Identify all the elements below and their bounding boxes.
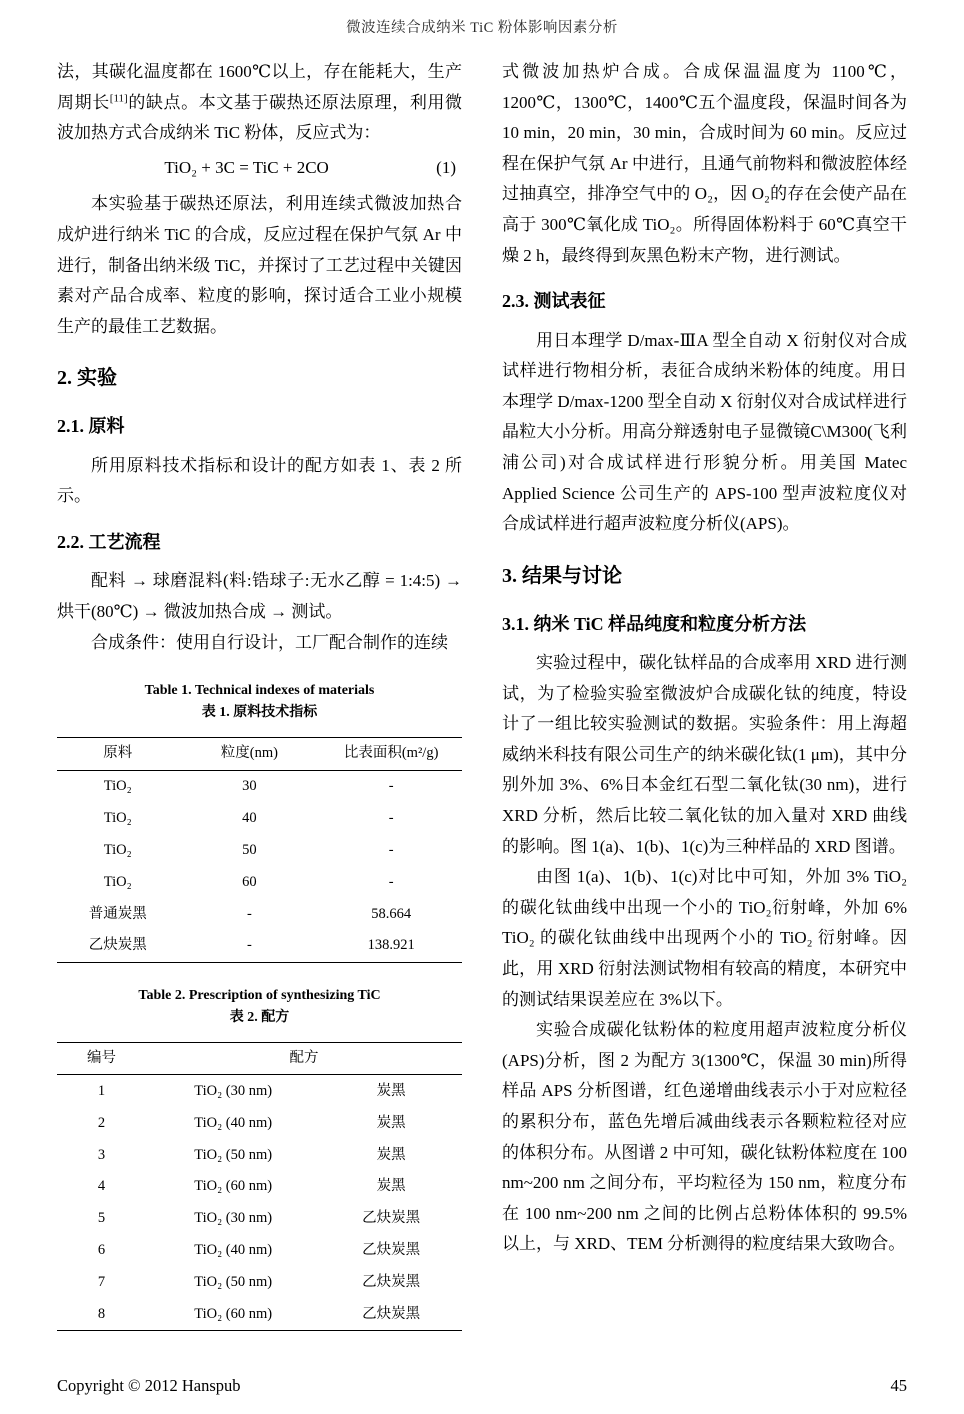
table-row xyxy=(57,1139,462,1171)
paragraph: 合成条件：使用自行设计，工厂配合制作的连续 xyxy=(91,632,448,652)
section-heading-3: 3. 结果与讨论 xyxy=(502,564,622,587)
table-cell: TiO₂ (30 nm) xyxy=(194,1082,273,1099)
table-header-cell: 编号 xyxy=(57,1042,146,1075)
table-cell: 炭黑 xyxy=(376,1082,406,1099)
table-cell: 5 xyxy=(97,1210,106,1227)
table-cell: - xyxy=(388,810,394,827)
table-row xyxy=(57,803,462,835)
table-cell: 炭黑 xyxy=(376,1146,406,1163)
two-column-body xyxy=(57,57,907,1337)
table-header-row xyxy=(57,1042,462,1075)
table-cell: 30 xyxy=(242,778,257,795)
table-header-cell: 配方 xyxy=(146,1042,462,1075)
table-cell: - xyxy=(388,841,394,858)
left-column xyxy=(57,57,462,1337)
process-flow-paragraph: 配料 → 球磨混料(料:锆球子:无水乙醇 = 1:4:5) → 烘干(80℃) → 微波加热合成 → 测试。 xyxy=(57,571,462,621)
table-cell: 8 xyxy=(97,1305,106,1322)
table-cell: 炭黑 xyxy=(376,1114,406,1131)
running-head: 微波连续合成纳米 TiC 粉体影响因素分析 xyxy=(346,20,618,36)
table-cell: - xyxy=(246,937,252,954)
table-row xyxy=(57,1075,462,1107)
table-row xyxy=(57,1171,462,1203)
equation-number: (1) xyxy=(436,157,456,177)
paragraph-continuation xyxy=(57,57,462,149)
page-number: 45 xyxy=(890,1376,907,1395)
table-cell: 60 xyxy=(242,873,257,890)
table-cell: 58.664 xyxy=(371,905,412,922)
table-cell: 乙炔炭黑 xyxy=(362,1305,421,1322)
table-header-cell: 比表面积(m²/g) xyxy=(320,737,462,770)
paragraph: 由图 1(a)、1(b)、1(c)对比中可知，外加 3% TiO₂的碳化钛曲线中出现一个小的 TiO₂衍射峰，外加 6% TiO₂ 的碳化钛曲线中出现两个小的 TiO₂ 衍射峰。因此，用 XRD 衍射法测试物相有较高的精度，本研究中的测试结果误差应在 3%以下。 xyxy=(502,867,907,1009)
table-cell: TiO₂ (50 nm) xyxy=(194,1273,273,1290)
subsection-heading-2-1: 2.1. 原料 xyxy=(57,416,125,437)
paragraph-text: 的缺点。本文基于碳热还原法原理，利用微波加热方式合成纳米 TiC 粉体，反应式为： xyxy=(57,92,463,143)
table-cell: TiO₂ (60 nm) xyxy=(194,1305,273,1322)
table-cell: TiO₂ xyxy=(103,841,132,858)
table-row xyxy=(57,1235,462,1267)
right-column xyxy=(502,57,907,1337)
table-cell: TiO₂ xyxy=(103,810,132,827)
table-cell: TiO₂ xyxy=(103,778,132,795)
table-row xyxy=(57,866,462,898)
table-cell: 138.921 xyxy=(367,937,415,954)
table-header-cell: 原料 xyxy=(57,737,179,770)
table2-caption xyxy=(57,985,462,1030)
subsection-heading-2-2: 2.2. 工艺流程 xyxy=(57,531,161,552)
table-cell: 4 xyxy=(97,1178,106,1195)
table-header-row xyxy=(57,737,462,770)
citation-ref: [11] xyxy=(109,91,128,104)
copyright-text: Copyright © 2012 Hanspub xyxy=(57,1376,241,1395)
section-heading-2: 2. 实验 xyxy=(57,367,117,390)
table-row xyxy=(57,1107,462,1139)
table-cell: TiO₂ (50 nm) xyxy=(194,1146,273,1163)
table2-caption-en: Table 2. Prescription of synthesizing TiC xyxy=(138,987,381,1003)
table-cell: 50 xyxy=(242,841,257,858)
table-row xyxy=(57,770,462,802)
table-cell: - xyxy=(246,905,252,922)
table-cell: TiO₂ (30 nm) xyxy=(194,1210,273,1227)
paragraph: 本实验基于碳热还原法，利用连续式微波加热合成炉进行纳米 TiC 的合成，反应过程在保护气氛 Ar 中进行，制备出纳米级 TiC，并探讨了工艺过程中关键因素对产品合成率、粒度的影响，探讨适合工业小规模生产的最佳工艺数据。 xyxy=(57,194,462,336)
table2-caption-zh: 表 2. 配方 xyxy=(229,1010,290,1026)
table-row xyxy=(57,1203,462,1235)
table-row xyxy=(57,930,462,962)
table-row xyxy=(57,898,462,930)
paragraph: 所用原料技术指标和设计的配方如表 1、表 2 所示。 xyxy=(57,455,462,506)
paragraph-continuation: 式微波加热炉合成。合成保温温度为 1100℃，1200℃，1300℃，1400℃五个温度段，保温时间各为 10 min，20 min，30 min，合成时间为 60 min。反应过程在保护气氛 Ar 中进行，且通气前物料和微波腔体经过抽真空，排净空气中的 O₂，因 O₂的存在会使产品在高于 300℃氧化成 TiO₂。所得固体粉料于 60℃真空干燥 2 h，最终得到灰黑色粉末产物，进行测试。 xyxy=(502,62,907,265)
paragraph: 用日本理学 D/max-ⅢA 型全自动 X 衍射仪对合成试样进行物相分析，表征合成纳米粉体的纯度。用日本理学 D/max-1200 型全自动 X 衍射仪对合成试样进行晶粒大小分析。用高分辩透射电子显微镜C\M300(飞利浦公司)对合成试样进行形貌分析。用美国 Matec Applied Science 公司生产的 APS-100 型声波粒度仪对合成试样进行超声波粒度分析仪(APS)。 xyxy=(502,330,907,534)
table-cell: 7 xyxy=(97,1273,106,1290)
table-cell: 1 xyxy=(97,1082,106,1099)
equation-1 xyxy=(57,153,462,184)
table-cell: 乙炔炭黑 xyxy=(362,1242,421,1259)
table-cell: 6 xyxy=(97,1242,106,1259)
table-cell: 乙炔炭黑 xyxy=(362,1273,421,1290)
table-cell: TiO₂ (40 nm) xyxy=(194,1114,273,1131)
table-2-prescription xyxy=(57,1042,462,1332)
page-footer xyxy=(57,1376,907,1396)
table-cell: TiO₂ xyxy=(103,873,132,890)
table1-caption-zh: 表 1. 原料技术指标 xyxy=(201,705,318,721)
table1-caption xyxy=(57,680,462,725)
table-cell: TiO₂ (60 nm) xyxy=(194,1178,273,1195)
table-row xyxy=(57,834,462,866)
table-cell: 2 xyxy=(97,1114,106,1131)
table1-caption-en: Table 1. Technical indexes of materials xyxy=(144,683,375,699)
table-cell: 普通炭黑 xyxy=(88,905,147,922)
table-header-cell: 粒度(nm) xyxy=(179,737,321,770)
table-1-technical-indexes xyxy=(57,737,462,963)
table-cell: 3 xyxy=(97,1146,106,1163)
paragraph-text: 法，其碳化温度都在 1600℃以上，存在能耗大，生产周期长 xyxy=(57,62,462,112)
equation-body: TiO₂ + 3C = TiC + 2CO xyxy=(164,157,329,177)
table-cell: 乙炔炭黑 xyxy=(88,937,147,954)
paragraph: 实验合成碳化钛粉体的粒度用超声波粒度分析仪(APS)分析，图 2 为配方 3(1300℃，保温 30 min)所得样品 APS 分析图谱，红色递增曲线表示小于对应粒径的累积分布，蓝色先增后减曲线表示各颗粒粒径对应的体积分布。从图谱 2 中可知，碳化钛粉体粒度在 100 nm~200 nm 之间分布，平均粒径为 150 nm，粒度分布在 100 nm~200 nm 之间的比例占总粉体体积的 99.5%以上，与 XRD、TEM 分析测得的粒度结果大致吻合。 xyxy=(502,1020,907,1254)
table-row xyxy=(57,1266,462,1298)
table-cell: TiO₂ (40 nm) xyxy=(194,1242,273,1259)
subsection-heading-3-1: 3.1. 纳米 TiC 样品纯度和粒度分析方法 xyxy=(502,613,807,634)
table-cell: 乙炔炭黑 xyxy=(362,1210,421,1227)
table-cell: 40 xyxy=(242,810,257,827)
table-cell: 炭黑 xyxy=(376,1178,406,1195)
table-cell: - xyxy=(388,873,394,890)
table-row xyxy=(57,1298,462,1330)
table-cell: - xyxy=(388,778,394,795)
paragraph: 实验过程中，碳化钛样品的合成率用 XRD 进行测试，为了检验实验室微波炉合成碳化钛的纯度，特设计了一组比较实验测试的数据。实验条件：用上海超威纳米科技有限公司生产的纳米碳化钛(1 μm)，其中分别外加 3%、6%日本金红石型二氧化钛(30 nm)，进行 XRD 分析，然后比较二氧化钛的加入量对 XRD 曲线的影响。图 1(a)、1(b)、1(c)为三种样品的 XRD 图谱。 xyxy=(502,653,907,856)
subsection-heading-2-3: 2.3. 测试表征 xyxy=(502,291,606,312)
